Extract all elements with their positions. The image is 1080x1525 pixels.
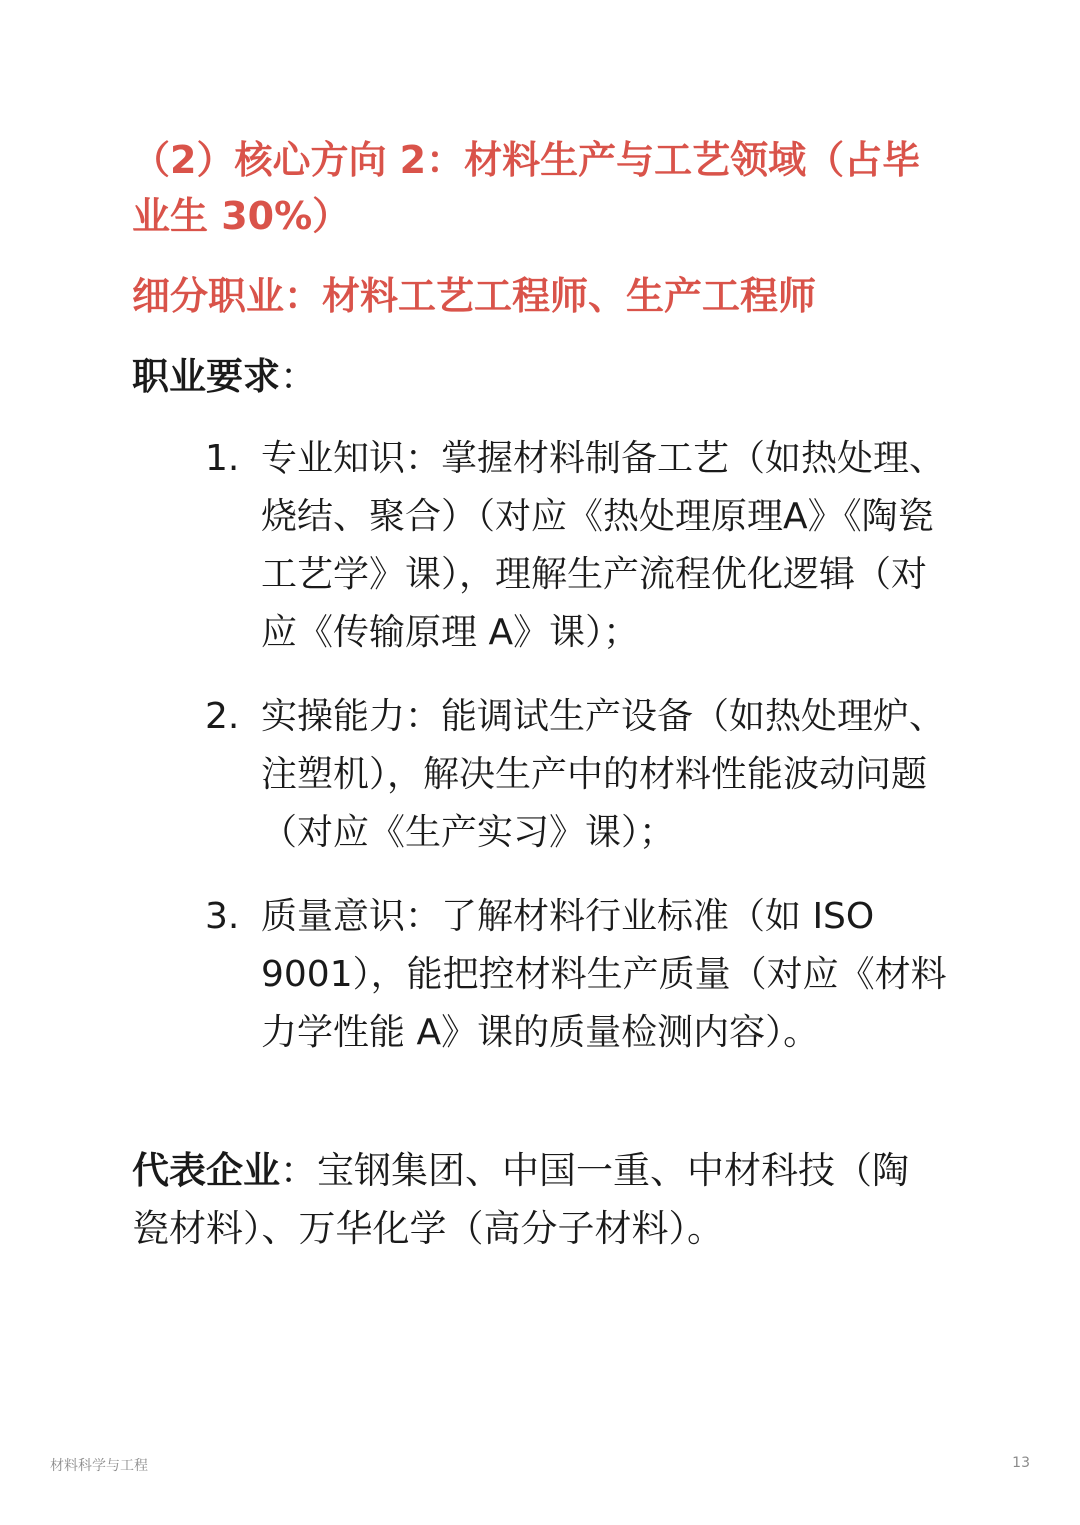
requirements-label-line — [132, 348, 952, 406]
companies-paragraph — [132, 1142, 932, 1258]
requirement-item-2 — [205, 688, 950, 862]
companies-text: 宝钢集团、中国一重、中材科技（陶瓷材料）、万华化学（高分子材料）。 — [132, 1149, 909, 1250]
requirements-list — [205, 430, 950, 1088]
requirements-label: 职业要求 — [132, 355, 280, 398]
footer-page-number: 13 — [1012, 1455, 1030, 1471]
requirement-number: 3. — [205, 896, 240, 937]
companies-label: 代表企业 — [132, 1149, 280, 1192]
direction-heading: （2）核心方向 2：材料生产与工艺领域（占毕业生 30%） — [132, 138, 921, 238]
footer-doc-title: 材料科学与工程 — [50, 1458, 148, 1474]
requirements-colon: ： — [280, 355, 317, 398]
requirement-number: 1. — [205, 438, 240, 479]
requirement-item-3 — [205, 888, 950, 1062]
requirement-text: 专业知识：掌握材料制备工艺（如热处理、烧结、聚合）（对应《热处理原理A》《陶瓷工艺学》课），理解生产流程优化逻辑（对应《传输原理 A》课）； — [261, 438, 946, 653]
requirement-item-1 — [205, 430, 950, 662]
jobs-heading: 细分职业：材料工艺工程师、生产工程师 — [132, 274, 817, 318]
companies-colon: ： — [280, 1149, 317, 1192]
requirement-text: 实操能力：能调试生产设备（如热处理炉、注塑机），解决生产中的材料性能波动问题（对应《生产实习》课）； — [261, 696, 946, 853]
requirement-text: 质量意识：了解材料行业标准（如 ISO 9001），能把控材料生产质量（对应《材料力学性能 A》课的质量检测内容）。 — [261, 896, 947, 1053]
requirement-number: 2. — [205, 696, 240, 737]
